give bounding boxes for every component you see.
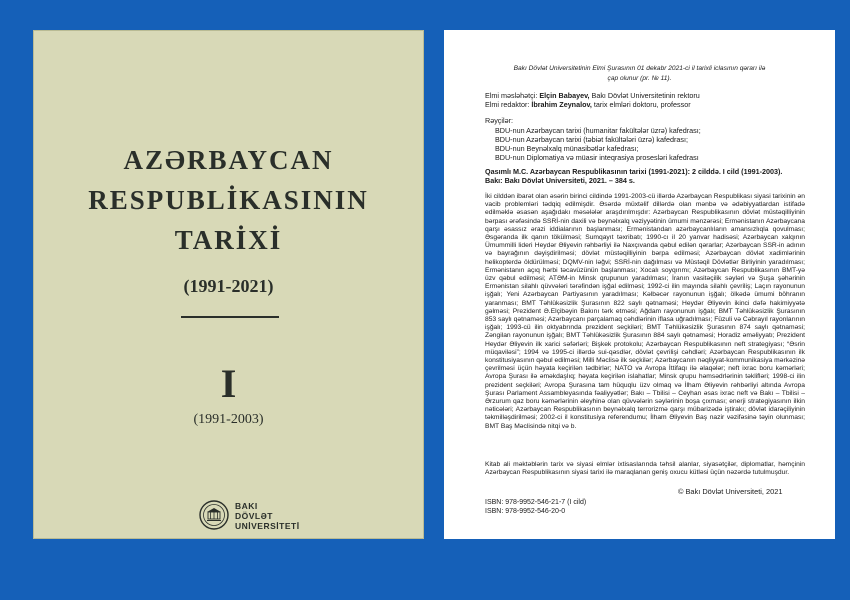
university-seal-icon [199, 500, 229, 530]
cover-divider [181, 316, 279, 318]
approval-line-1: Bakı Dövlət Universitetinin Elmi Şurasının 01 dekabr 2021-ci il tarixli iclasının qərarı ilə [513, 65, 766, 72]
reviewers-label: Rəyçilər: [485, 116, 513, 125]
citation-text-1: Qasımlı M.C. Azərbaycan Respublikasının tarixi (1991-2021): 2 cilddə. I cild (1991-2003). [485, 167, 783, 176]
isbn-set: ISBN: 978-9952-546-20-0 [485, 508, 566, 515]
advisor-name: Elçin Babayev, [539, 91, 590, 100]
cover-title-line-3: TARİXİ [174, 225, 283, 255]
isbn-volume: ISBN: 978-9952-546-21-7 (I cild) [485, 499, 587, 506]
advisor-description: Bakı Dövlət Universitetinin rektoru [591, 91, 700, 100]
citation-text-2: Bakı: Bakı Dövlət Universiteti, 2021. – 384 s. [485, 176, 635, 185]
editor-description: tarix elmləri doktoru, professor [593, 100, 691, 109]
title-page [444, 30, 835, 539]
logo-text-line-2: DÖVLƏT [235, 511, 273, 521]
university-logo-text [235, 501, 300, 531]
editor-label: Elmi redaktor: [485, 100, 530, 109]
reviewer-item: BDU-nun Azərbaycan tarixi (təbiət fakültələri üzrə) kafedrası; [495, 135, 688, 144]
cover-volume-years: (1991-2003) [193, 412, 264, 427]
scientific-editor [485, 100, 691, 109]
reviewer-item: BDU-nun Diplomatiya və müasir inteqrasiya prosesləri kafedrası [495, 153, 699, 162]
citation-line-2 [485, 176, 635, 185]
copyright: © Bakı Dövlət Universiteti, 2021 [678, 487, 783, 496]
scientific-advisor [485, 91, 700, 100]
book-cover [33, 30, 424, 539]
cover-title-line-2: RESPUBLİKASININ [88, 185, 369, 215]
logo-text-line-1: BAKI [235, 501, 258, 511]
advisor-label: Elmi məsləhətçi: [485, 91, 538, 100]
reviewer-item: BDU-nun Azərbaycan tarixi (humanitar fakültələr üzrə) kafedrası; [495, 126, 701, 135]
logo-text-line-3: UNİVERSİTETİ [235, 521, 300, 531]
cover-title-line-1: AZƏRBAYCAN [123, 145, 334, 175]
abstract-paragraph: İki cilddən ibarət olan əsərin birinci cildində 1991-2003-cü illərdə Azərbaycan Respublikası siyasi tarixinin ən vacib problemləri tədqiq edilmişdir. Əsərdə müxtəlif dillərdə olan mənbə və ədəbiyyatlardan istifadə edilməklə əsasən aşağıdakı məsələlər araşdırılmışdır: Azərbaycan Respublikasının dövlət müstəqilliyinin bərpası ərəfəsində SSRİ-nin daxili və beynəlxalq vəziyyətinin ümumi mənzərəsi; Ermənistanın Azərbaycana qarşı əsassız ərazi iddialarının başlanması; Ermənistandan azərbaycanlıların amansızlıqla qovulması; Əsgəranda ilk qanın tökülməsi; Sumqayıt təxribatı; 1990-cı il 20 yanvar hadisəsi; Azərbaycan xalqının Ümummilli lideri Heydər Əliyevin rəhbərliyi ilə Naxçıvanda qəbul edilən qərarlar; Azərbaycan SSR-in adının və bayrağının dəyişdirilməsi; dövlət müstəqilliyinin bərpa edilməsi; Azərbaycan dövlət xadimlərinin helikopterdə öldürülməsi; DQMV-nin ləğvi; SSRİ-nin dağılması və Müstəqil Dövlətlər Birliyinin yaradılması; Ermənistanın açıq hərbi təcavüzünün başlanması; Xocalı soyqırımı; Azərbaycan Respublikasının BMT-yə üzv qəbul edilməsi; ATƏM-in Minsk qrupunun yaradılması; İranın vasitəçilik səyləri və Şuşa şəhərinin Ermənistan silahlı qüvvələri tərəfindən işğal edilməsi; 1992-ci ilin mayında silahlı çevriliş; Laçın rayonunun işğalı; Yeni Azərbaycan Partiyasının yaradılması; Kəlbəcər rayonunun işğalı; ölkədə ümumi böhranın yaranması; BMT Təhlükəsizlik Şurasının 822 saylı qətnaməsi; Heydər Əliyevin ikinci dəfə hakimiyyətə gəlməsi; Prezident Ə.Elçibəyin Bakını tərk etməsi; Ağdam rayonunun işğalı; BMT Təhlükəsizlik Şurasının 853 saylı qətnaməsi; Azərbaycanı parçalamaq cəhdlərinin iflasa uğradılması; Füzuli və Cəbrayıl rayonlarının işğalı; 1993-cü ilin oktyabrında prezident seçkiləri; BMT Təhlükəsizlik Şurasının 874 saylı qətnaməsi; Zəngilan rayonunun işğalı; BMT Təhlükəsizlik Şurasının 884 saylı qətnaməsi; Horadiz əməliyyatı; Prezident Heydər Əliyevin ilk xarici səfərləri; Bişkek protokolu; Azərbaycan Respublikasının neft strategiyası; “Əsrin müqaviləsi”; 1994 və 1995-ci illərdə sui-qəsdlər, dövlət çevrilişi cəhdləri; Azərbaycan Respublikasının ilk konstitusiyasının qəbul edilməsi; Milli Məclisə ilk seçkilər; Azərbaycanın nəqliyyat-kommunikasiya mərkəzinə çevrilməsi üçün həyata keçirilən tədbirlər; NATO və Avropa İttifaqı ilə əlaqələr; neft ixrac boru kəmərləri; Avropa Şurası ilə əməkdaşlıq; həyata keçirilən islahatlar; Minsk qrupu həmsədrlərinin təklifləri; 1998-ci ilin prezident seçkiləri; Avropa Şurasına tam hüquqlu üzv olmaq və İlham Əliyevin rəhbərliyi altında Avropa Şurası Parlament Assambleyasında fəaliyyətlər; Bakı – Tbilisi – Ceyhan əsas ixrac neft və Bakı – Tbilisi – Ərzurum qaz boru kəmərlərinin əleyhinə olan qüvvələrin səylərinin boşa çıxması; enerji strategiyasının ilkin nəticələri; Azərbaycan Respublikasının beynəlxalq terrorizmə qarşı mübarizədə iştirakı; dövlət idarəçiliyinin təkmilləşdirilməsi; 2002-ci il konstitusiya referendumu; İlham Əliyevin Baş nazir vəzifəsinə təyin olunması; BMT Baş Məclisində nitqi və b. [485, 193, 806, 430]
editor-name: İbrahim Zeynalov, [531, 100, 592, 109]
approval-line-2: çap olunur (pr. № 11). [607, 75, 672, 82]
audience-paragraph: Kitab ali məktəblərin tarix və siyasi elmlər ixtisaslarında təhsil alanlar, siyasətçilər, diplomatlar, həmçinin Azərbaycan Respublikasının siyasi tarixi ilə maraqlanan geniş oxucu kütləsi üçün nəzərdə tutulmuşdur. [485, 461, 805, 477]
cover-volume-number: I [220, 361, 237, 406]
citation-line-1 [485, 167, 782, 176]
reviewer-item: BDU-nun Beynəlxalq münasibətlər kafedrası; [495, 144, 639, 153]
cover-years: (1991-2021) [183, 276, 274, 296]
